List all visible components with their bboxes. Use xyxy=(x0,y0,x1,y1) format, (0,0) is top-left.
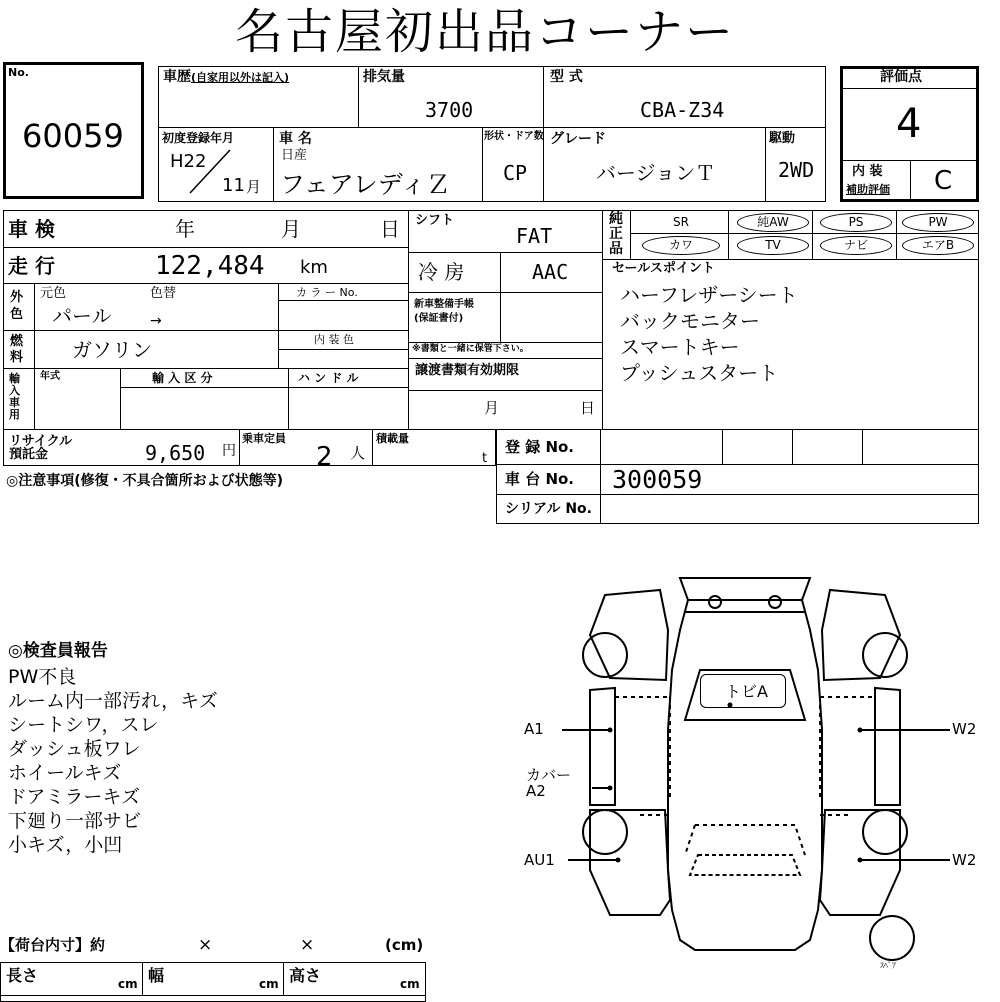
equip-navi: ナビ xyxy=(820,236,892,255)
diagram-a1: A1 xyxy=(524,720,544,738)
rating-label: 評価点 xyxy=(880,69,922,85)
first-reg-label: 初度登録年月 xyxy=(162,131,235,145)
rating-value: 4 xyxy=(896,101,922,147)
equip-leather: カワ xyxy=(642,236,720,255)
transfer-month: 月 xyxy=(484,399,500,417)
right-door xyxy=(875,688,900,805)
cargo-length-label: 長さ xyxy=(6,966,39,985)
cargo-width-label: 幅 xyxy=(148,966,165,985)
interior-rating-value: C xyxy=(934,166,953,196)
left-rear-fender xyxy=(590,810,670,915)
import-type-label: 輸 入 区 分 xyxy=(152,371,213,385)
load-label: 積載量 xyxy=(376,432,409,445)
cargo-label: 【荷台内寸】約 xyxy=(0,936,106,954)
roof-damage-label: トビA xyxy=(725,682,768,701)
front-bumper xyxy=(680,578,810,600)
drive-value: 2WD xyxy=(778,158,815,182)
cargo-height-label: 高さ xyxy=(289,966,322,985)
displacement-value: 3700 xyxy=(425,98,474,122)
capacity-unit: 人 xyxy=(350,444,366,462)
chassis-no-value: 300059 xyxy=(612,465,703,494)
mileage-unit: km xyxy=(300,257,328,278)
history-label: 車歴(自家用以外は記入) xyxy=(163,69,290,85)
report-line-7: 下廻り一部サビ xyxy=(8,810,142,832)
capacity-label: 乗車定員 xyxy=(242,432,286,445)
inspection-year: 年 xyxy=(175,217,195,241)
shift-label: シフト xyxy=(415,213,455,228)
rear-window xyxy=(690,855,800,875)
grade-label: グレード xyxy=(550,131,606,147)
left-front-fender xyxy=(590,590,668,680)
report-line-6: ドアミラーキズ xyxy=(8,786,141,808)
load-unit: t xyxy=(482,451,488,466)
drive-label: 駆動 xyxy=(769,131,796,146)
right-front-fender xyxy=(822,590,900,680)
spare-tire xyxy=(870,916,914,960)
sales-points-label: セールスポイント xyxy=(612,261,715,276)
diagram-w2-bottom: W2 xyxy=(952,851,977,869)
lot-number: 60059 xyxy=(22,117,124,155)
transfer-day: 日 xyxy=(580,399,596,417)
serial-no-label: シリアル No. xyxy=(505,501,592,517)
model-label: 型 式 xyxy=(550,69,583,85)
shift-value: FAT xyxy=(516,224,553,248)
ac-label: 冷 房 xyxy=(418,260,465,284)
ac-value: AAC xyxy=(532,260,569,284)
car-maker: 日産 xyxy=(281,148,308,163)
cargo-width-unit: cm xyxy=(259,977,279,991)
front-light-right xyxy=(769,596,781,608)
book-note: ※書類と一緒に保管下さい。 xyxy=(412,344,529,354)
car-name-label: 車 名 xyxy=(279,131,312,147)
first-reg-month: 11 xyxy=(222,175,245,196)
sales-point-1: ハーフレザーシート xyxy=(620,283,798,307)
wheel-front-right xyxy=(863,633,907,677)
front-light-left xyxy=(709,596,721,608)
registration-no-label: 登 録 No. xyxy=(505,438,575,456)
equip-tv: TV xyxy=(737,236,809,255)
first-reg-month-unit: 月 xyxy=(246,178,262,196)
model-value: CBA-Z34 xyxy=(640,98,725,122)
cargo-length-unit: cm xyxy=(118,977,138,991)
first-reg-year: H22 xyxy=(170,151,207,172)
car-name-value: フェアレディＺ xyxy=(280,170,451,199)
diagram-a2: A2 xyxy=(526,782,546,800)
sales-point-4: プッシュスタート xyxy=(620,361,779,385)
sales-point-3: スマートキー xyxy=(620,335,740,359)
page-title: 名古屋初出品コーナー xyxy=(235,4,736,60)
diagram-spare: ｽﾍﾟｱ xyxy=(880,961,896,970)
mileage-label: 走 行 xyxy=(8,254,55,278)
cargo-x1: × xyxy=(198,935,213,955)
inspection-label: 車 検 xyxy=(8,217,55,241)
interior-color-label: 内 装 色 xyxy=(314,333,354,346)
equipment-label: 純正品 xyxy=(609,211,623,257)
wheel-front-left xyxy=(583,633,627,677)
new-car-book-label: 新車整備手帳 (保証書付) xyxy=(414,299,474,324)
report-title: ◎検査員報告 xyxy=(8,641,108,661)
displacement-label: 排気量 xyxy=(363,69,405,85)
cargo-table xyxy=(0,962,426,1002)
fuel-value: ガソリン xyxy=(72,338,152,362)
repaint-arrow: → xyxy=(150,313,162,329)
orig-color-value: パール xyxy=(52,304,112,328)
grade-value: バージョンＴ xyxy=(596,161,716,185)
diagram-w2-top: W2 xyxy=(952,720,977,738)
diagram-au1: AU1 xyxy=(524,851,555,869)
color-no-label: カ ラ ー No. xyxy=(296,286,358,299)
import-year-label: 年式 xyxy=(40,371,60,382)
report-line-1: PW不良 xyxy=(8,666,77,688)
repaint-label: 色替 xyxy=(150,286,177,301)
report-line-3: シートシワ，スレ xyxy=(8,714,159,736)
no-label: No. xyxy=(8,66,29,79)
recycle-value: 9,650 xyxy=(145,441,206,465)
recycle-unit: 円 xyxy=(222,443,236,459)
inspection-day: 日 xyxy=(380,217,400,241)
body-label: 形状・ドア数 xyxy=(484,131,544,142)
mileage-value: 122,484 xyxy=(155,251,265,281)
orig-color-label: 元色 xyxy=(40,286,67,301)
car-damage-diagram xyxy=(520,570,990,980)
capacity-value: 2 xyxy=(316,442,333,472)
report-line-5: ホイールキズ xyxy=(8,762,122,784)
handle-label: ハ ン ド ル xyxy=(298,371,359,385)
report-line-8: 小キズ，小凹 xyxy=(8,834,123,856)
interior-label: 内 装 xyxy=(852,164,883,179)
transfer-docs-label: 譲渡書類有効期限 xyxy=(415,363,520,378)
inspection-month: 月 xyxy=(281,217,301,241)
fuel-label: 燃料 xyxy=(10,334,24,365)
equip-ps: PS xyxy=(820,213,892,232)
report-line-2: ルーム内一部汚れ，キズ xyxy=(8,690,218,712)
chassis-no-label: 車 台 No. xyxy=(505,470,575,488)
diagram-cover: カバー xyxy=(526,766,572,784)
equip-airbag: エアB xyxy=(902,236,974,255)
exterior-label: 外色 xyxy=(10,290,24,322)
car-body xyxy=(668,600,822,950)
cargo-unit: (cm) xyxy=(385,936,424,954)
body-value: CP xyxy=(503,161,528,185)
report-line-4: ダッシュ板ワレ xyxy=(8,738,141,760)
equip-sr: SR xyxy=(673,215,689,229)
sales-point-2: バックモニター xyxy=(620,309,760,333)
equip-alloy-wheel: 純AW xyxy=(737,213,809,232)
cargo-height-unit: cm xyxy=(400,977,420,991)
cargo-x2: × xyxy=(300,935,315,955)
recycle-label: リサイクル 預託金 xyxy=(9,434,73,462)
caution-label: ◎注意事項(修復・不具合箇所および状態等) xyxy=(6,473,284,489)
equip-pw: PW xyxy=(902,213,974,232)
interior-sub-label: 補助評価 xyxy=(846,183,890,196)
import-label: 輸入車用 xyxy=(9,372,20,421)
